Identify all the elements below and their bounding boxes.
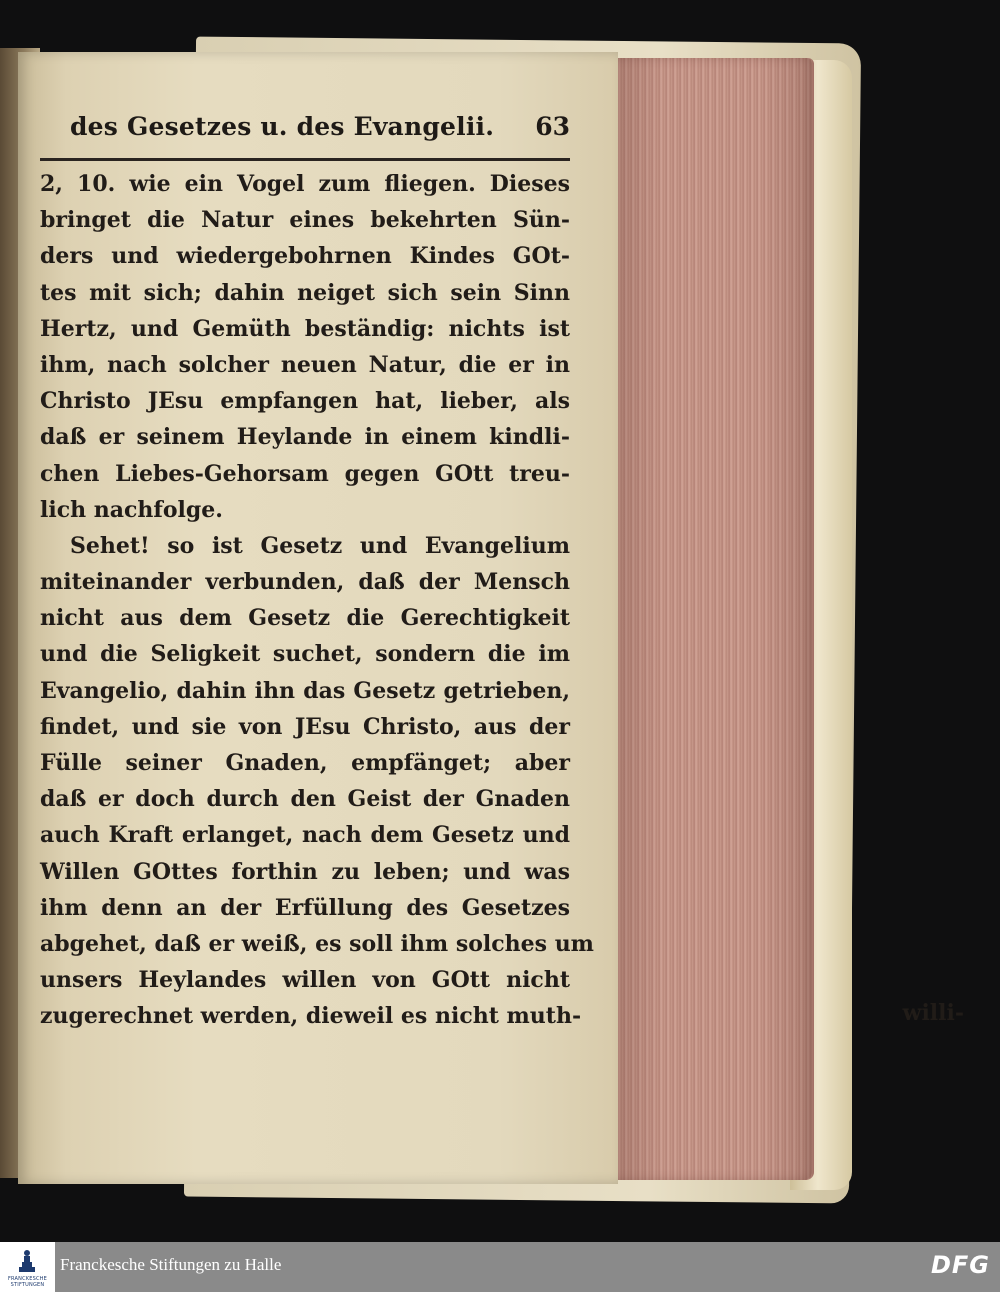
catchword: willi-	[902, 1000, 964, 1026]
text-line: Hertz, und Gemüth beständig: nichts ist	[40, 315, 570, 342]
institution-logo[interactable]	[0, 1242, 55, 1292]
text-line: abgehet, daß er weiß, es soll ihm solches um	[40, 930, 594, 957]
header-rule	[40, 158, 570, 161]
page-header	[70, 112, 570, 152]
text-line: Sehet! so ist Gesetz und Evangelium	[70, 532, 570, 559]
text-line: und die Seligkeit suchet, sondern die im	[40, 641, 570, 668]
text-line: unsers Heylandes willen von GOtt nicht	[40, 967, 570, 994]
text-line: tes mit sich; dahin neiget sich sein Sinn	[40, 279, 570, 306]
text-line: chen Liebes-Gehorsam gegen GOtt treu-	[40, 460, 570, 487]
text-line: Christo JEsu empfangen hat, lieber, als	[40, 388, 570, 415]
text-line: Evangelio, dahin ihn das Gesetz getrieben,	[40, 677, 570, 704]
text-line: ders und wiedergebohrnen Kindes GOt-	[40, 243, 570, 270]
dfg-logo[interactable]: DFG	[930, 1251, 990, 1279]
text-line: auch Kraft erlanget, nach dem Gesetz und	[40, 822, 570, 849]
statue-icon	[16, 1248, 38, 1274]
institution-name: Franckesche Stiftungen zu Halle	[60, 1255, 282, 1274]
text-line: bringet die Natur eines bekehrten Sün-	[40, 207, 570, 234]
text-line: daß er seinem Heylande in einem kindli-	[40, 424, 570, 451]
text-line: nicht aus dem Gesetz die Gerechtigkeit	[40, 605, 570, 632]
text-line: zugerechnet werden, dieweil es nicht muth-	[40, 1003, 582, 1030]
text-line: miteinander verbunden, daß der Mensch	[40, 569, 570, 596]
running-head: des Gesetzes u. des Evangelii.	[70, 112, 495, 141]
text-line: lich nachfolge.	[40, 496, 223, 523]
page-edges-shading	[612, 58, 812, 1180]
page-number: 63	[535, 112, 570, 141]
text-line: ihm denn an der Erfüllung des Gesetzes	[40, 894, 570, 921]
body-text	[40, 166, 594, 1035]
logo-caption: FRANCKESCHE STIFTUNGEN	[7, 1276, 48, 1288]
text-line: ihm, nach solcher neuen Natur, die er in	[40, 351, 570, 378]
text-line: findet, und sie von JEsu Christo, aus der	[40, 713, 570, 740]
text-line: Fülle seiner Gnaden, empfänget; aber	[40, 750, 570, 776]
text-line: Willen GOttes forthin zu leben; und was	[40, 858, 570, 885]
footer-bar	[0, 1242, 1000, 1292]
text-line: daß er doch durch den Geist der Gnaden	[40, 786, 570, 813]
text-line: 2, 10. wie ein Vogel zum fliegen. Dieses	[40, 171, 570, 197]
